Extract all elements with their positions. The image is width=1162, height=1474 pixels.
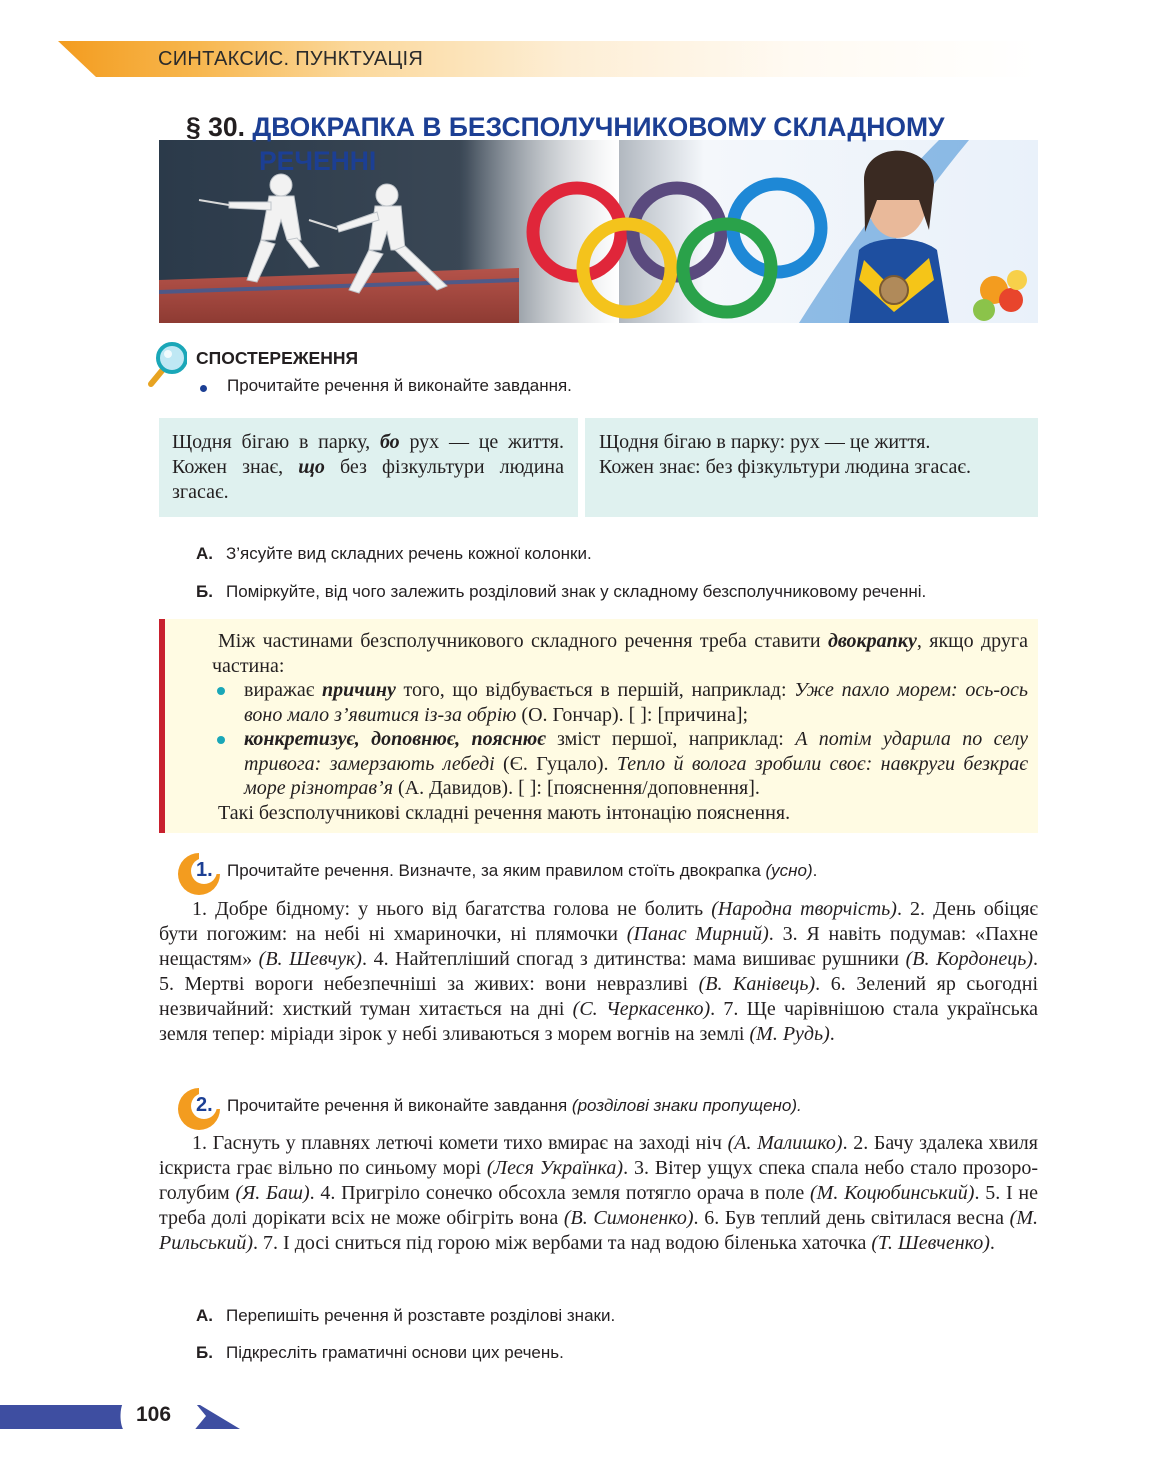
sentence-text: . 7. Ще чарівнішою стала українська земля тепер: міріади зірок у небі зливаються з морем вогнів на землі	[159, 998, 1038, 1045]
sentence-text: . 7. І досі сниться під горою між вербами та над водою біленька хаточка	[253, 1232, 872, 1254]
source-attribution: (Т. Шевченко)	[871, 1232, 990, 1254]
text: Щодня бігаю в парку,	[172, 431, 380, 453]
source-attribution: (Я. Баш)	[235, 1182, 310, 1204]
sentence-text: . 2. Бачу здалека хвиля іскриста грає вільно по синьому морі	[159, 1132, 1038, 1179]
sentence-text: . 3. Вітер ущух спека спала небо стало прозоро-голубим	[159, 1157, 1039, 1204]
task-letter: А.	[196, 1306, 213, 1325]
term-dvokrapka: двокрапку	[827, 630, 917, 652]
exercise1-task	[227, 861, 817, 881]
task-letter: Б.	[196, 582, 213, 601]
sentence-text: . 4. Пригріло сонечко обсохла земля потягло орача в поле	[309, 1182, 810, 1204]
rule-intro	[212, 629, 1028, 678]
exercise2-sentences	[159, 1131, 1038, 1256]
task-text: Поміркуйте, від чого залежить розділовий знак у складному безсполучниковому реченні.	[226, 582, 927, 601]
text: (О. Гончар). [ ]: [причина];	[516, 703, 749, 726]
example-sentence-1: Щодня бігаю в парку: рух — це життя.	[599, 431, 931, 453]
text: Між частинами безсполучникового складного речення треба ставити	[218, 630, 828, 652]
task-text: Перепишіть речення й розставте розділові знаки.	[226, 1306, 616, 1325]
source-attribution: (В. Кордонець)	[905, 948, 1034, 970]
rule-item-explain	[212, 727, 1028, 801]
text: виражає	[244, 679, 322, 701]
bullet	[200, 385, 207, 392]
sentence-text: . 2. День обіцяє бути погожим: на небі ні хмариночки, ні плямочки	[159, 898, 1039, 945]
source-attribution: (В. Шевчук)	[258, 948, 362, 970]
example-column-left	[159, 418, 578, 517]
exercise-badge-icon	[176, 851, 222, 897]
task-text: Підкресліть граматичні основи цих речень.	[226, 1343, 564, 1362]
text: без фізкультури людина згасає.	[172, 456, 565, 503]
sentence-text: . 3. Я навіть подумав: «Пахне нещастям»	[159, 923, 1038, 970]
exercise2-task	[227, 1096, 802, 1116]
example-sentence-2: Кожен знає: без фізкультури людина згасає.	[599, 456, 971, 478]
sentence-text: . 6. Був теплий день світилася весна	[693, 1207, 1010, 1229]
running-header	[58, 41, 1038, 77]
sentence-text: . 5. Мертві вороги небезпечніші за живих: вони невразливі	[159, 948, 1039, 995]
task-letter: Б.	[196, 1343, 213, 1362]
example-column-right	[585, 418, 1038, 517]
bullet	[217, 687, 225, 695]
source-attribution: (В. Канівець)	[698, 973, 816, 995]
sentence-text: 1. Гаснуть у плавнях летючі комети тихо вмирає на заході ніч	[192, 1132, 728, 1154]
sentence-text: . 6. Зелений яр сьогодні незвичайний: хисткий туман хитається на дні	[159, 973, 1038, 1020]
term-explain: конкретизує, доповнює, пояснює	[244, 728, 546, 750]
page-number: 106	[136, 1403, 172, 1426]
term-cause: причину	[322, 679, 396, 701]
text: (усно)	[765, 861, 813, 880]
rule-closing: Такі безсполучникові складні речення мають інтонацію пояснення.	[218, 801, 791, 824]
text: , якщо друга частина:	[212, 630, 1028, 677]
exercise1-sentences	[159, 897, 1038, 1047]
rule-item-cause	[212, 678, 1028, 727]
text: рух — це життя. Кожен знає,	[172, 431, 564, 478]
bullet	[217, 736, 225, 744]
source-attribution: (В. Симоненко)	[563, 1207, 694, 1229]
conjunction-shcho: що	[298, 456, 325, 478]
exercise-number: 1.	[196, 859, 213, 881]
text: Прочитайте речення. Визначте, за яким правилом стоїть двокрапка	[227, 861, 766, 880]
observation-heading: СПОСТЕРЕЖЕННЯ	[196, 348, 359, 368]
text: (Є. Гуцало).	[494, 752, 617, 775]
sentence-text: 1. Добре бідному: у нього від багатства голова не болить	[192, 898, 712, 920]
sentence-text: .	[989, 1232, 995, 1254]
source-attribution: (Панас Мирний)	[626, 923, 769, 945]
conjunction-bo: бо	[379, 431, 400, 453]
task-text: З’ясуйте вид складних речень кожної колонки.	[226, 544, 592, 563]
exercise2-task-b	[196, 1343, 564, 1363]
text: (А. Давидов). [ ]: [пояснення/доповнення].	[393, 777, 760, 799]
example: Тепло й волога зробили своє: навкруги безкрає море різнотрав’я	[244, 752, 1028, 799]
title-line-2: РЕЧЕННІ	[259, 146, 377, 176]
task-b	[196, 582, 926, 602]
source-attribution: (М. Рудь)	[749, 1023, 830, 1045]
example: А потім ударила по селу тривога: замерзають лебеді	[244, 728, 1028, 775]
source-attribution: (Леся Українка)	[486, 1157, 624, 1179]
source-attribution: (М. Рильський)	[159, 1207, 1038, 1254]
source-attribution: (Народна творчість)	[711, 898, 897, 920]
exercise-number: 2.	[196, 1094, 213, 1116]
source-attribution: (М. Коцюбинський)	[810, 1182, 975, 1204]
source-attribution: (А. Малишко)	[727, 1132, 843, 1154]
exercise2-task-a	[196, 1306, 615, 1326]
exercise-badge-icon	[176, 1086, 222, 1132]
task-letter: А.	[196, 544, 213, 563]
sentence-text: . 5. І не треба долі дорікати всіх не може обігріть вона	[159, 1182, 1038, 1229]
text: (розділові знаки пропущено).	[571, 1096, 802, 1115]
text: того, що відбувається в першій, наприклад:	[395, 679, 795, 701]
section-name: СИНТАКСИС. ПУНКТУАЦІЯ	[158, 48, 424, 70]
text: Прочитайте речення й виконайте завдання	[227, 1096, 572, 1115]
observation-instruction: Прочитайте речення й виконайте завдання.	[227, 376, 572, 395]
source-attribution: (С. Черкасенко)	[572, 998, 711, 1020]
sentence-text: .	[829, 1023, 835, 1045]
paragraph-number: § 30.	[186, 112, 245, 142]
task-a	[196, 544, 592, 564]
magnifier-icon	[141, 340, 187, 390]
rule-text	[212, 629, 1028, 825]
text: зміст першої, наприклад:	[545, 728, 796, 750]
lesson-title	[186, 110, 1026, 178]
sentence-text: . 4. Найтепліший спогад з дитинства: мама вишиває рушники	[361, 948, 906, 970]
example: Уже пахло морем: ось-ось воно мало з’явитися із-за обрію	[244, 679, 1028, 726]
title-line-1: ДВОКРАПКА В БЕЗСПОЛУЧНИКОВОМУ СКЛАДНОМУ	[252, 112, 945, 142]
text: .	[812, 861, 818, 880]
page-footer-ribbon	[0, 1399, 240, 1433]
rule-box	[159, 619, 1038, 833]
